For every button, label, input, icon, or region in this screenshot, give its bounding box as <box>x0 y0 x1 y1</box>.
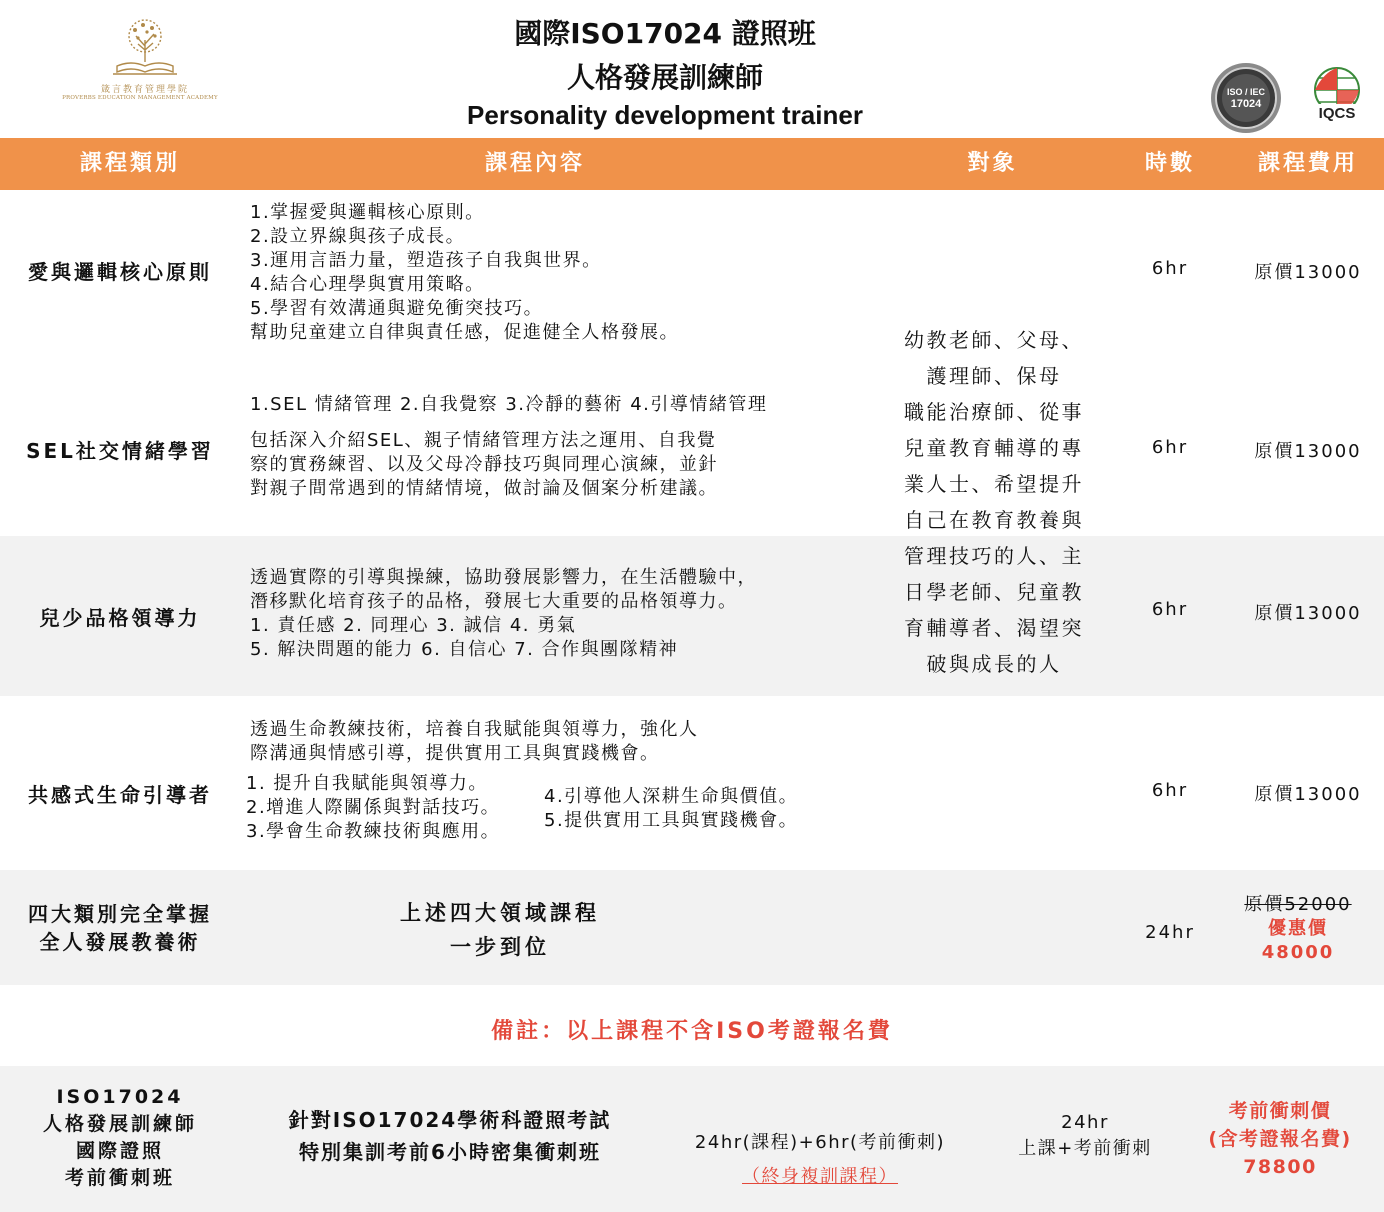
content-line: 對親子間常遇到的情緒情境，做討論及個案分析建議。 <box>250 478 718 499</box>
audience-line: 護理師、保母 <box>926 364 1062 388</box>
content-line: 潛移默化培育孩子的品格，發展七大重要的品格領導力。 <box>250 591 738 612</box>
badge-iso-label: ISO / IEC <box>1226 87 1266 97</box>
content-line: 3.運用言語力量，塑造孩子自我與世界。 <box>250 250 602 271</box>
row3-content <box>250 566 757 662</box>
note-text: 備註：以上課程不含ISO考證報名費 <box>491 1019 893 1044</box>
exam-content-line: 特別集訓考前6小時密集衝刺班 <box>299 1140 601 1164</box>
discount-label: 優惠價 <box>1268 918 1328 939</box>
exam-category-line: 考前衝刺班 <box>64 1167 175 1189</box>
exam-hours <box>990 1110 1180 1162</box>
logo-english-text: PROVERBS EDUCATION MANAGEMENT ACADEMY <box>62 95 218 101</box>
row1-content <box>250 201 679 345</box>
column-content: 課程內容 <box>484 151 585 176</box>
row2-fee: 原價13000 <box>1254 441 1362 462</box>
row4-fee: 原價13000 <box>1254 784 1362 805</box>
content-line: 幫助兒童建立自律與責任感，促進健全人格發展。 <box>250 322 679 343</box>
exam-content-line: 針對ISO17024學術科證照考試 <box>288 1108 612 1132</box>
logo-chinese-text: 箴言教育管理學院 <box>100 85 189 95</box>
row3-hours: 6hr <box>1151 599 1189 620</box>
audience-line: 業人士、希望提升 <box>904 472 1084 496</box>
audience-line: 破與成長的人 <box>926 652 1062 676</box>
exam-category-line: 國際證照 <box>75 1140 164 1162</box>
bundle-category-line: 全人發展教養術 <box>39 930 201 954</box>
row3-fee: 原價13000 <box>1254 603 1362 624</box>
exam-fee-note: (含考證報名費) <box>1208 1128 1352 1150</box>
content-line: 4.結合心理學與實用策略。 <box>250 274 485 295</box>
row1-fee: 原價13000 <box>1254 262 1362 283</box>
content-line: 察的實務練習、以及父母冷靜技巧與同理心演練，並針 <box>250 454 718 475</box>
audience-line: 自己在教育教養與 <box>904 508 1084 532</box>
exam-hours-line: 24hr <box>1061 1112 1109 1133</box>
bundle-content <box>350 896 650 964</box>
tree-book-icon <box>105 14 185 80</box>
exam-hours-line: 上課+考前衝刺 <box>1018 1138 1152 1159</box>
bundle-content-line: 一步到位 <box>450 935 550 959</box>
page-subtitle: 人格發展訓練師 <box>566 61 763 94</box>
audience-cell <box>888 322 1100 682</box>
badge-iso-number: 17024 <box>1230 98 1262 110</box>
exam-fee-label: 考前衝刺價 <box>1228 1100 1332 1122</box>
column-audience: 對象 <box>967 151 1018 176</box>
audience-line: 職能治療師、從事 <box>904 400 1084 424</box>
lifetime-retraining-note: （終身複訓課程） <box>742 1166 898 1187</box>
row4-list-right <box>544 785 798 833</box>
row4-content <box>250 718 699 766</box>
exam-fee-price: 78800 <box>1243 1156 1317 1178</box>
exam-content <box>250 1104 650 1168</box>
list-item: 2.增進人際關係與對話技巧。 <box>246 797 501 818</box>
list-item: 1. 提升自我賦能與領導力。 <box>246 773 488 794</box>
exam-category-line: 人格發展訓練師 <box>42 1113 197 1135</box>
row1-hours: 6hr <box>1151 258 1189 279</box>
page-subtitle-english: Personality development trainer <box>467 100 863 130</box>
page-title: 國際ISO17024 證照班 <box>514 17 816 50</box>
content-line: 2.設立界線與孩子成長。 <box>250 226 466 247</box>
audience-line: 育輔導者、渴望突 <box>904 616 1084 640</box>
column-category: 課程類別 <box>79 151 180 176</box>
row2-hours: 6hr <box>1151 437 1189 458</box>
column-hours: 時數 <box>1144 151 1195 176</box>
content-line: 透過實際的引導與操練，協助發展影響力，在生活體驗中， <box>250 567 757 588</box>
bundle-fee <box>1226 893 1370 965</box>
content-line: 包括深入介紹SEL、親子情緒管理方法之運用、自我覺 <box>250 430 717 451</box>
content-line: 1. 責任感 2. 同理心 3. 誠信 4. 勇氣 <box>250 615 577 636</box>
content-line: 5.學習有效溝通與避免衝突技巧。 <box>250 298 544 319</box>
exam-schedule-line: 24hr(課程)+6hr(考前衝刺) <box>694 1132 946 1153</box>
row2-content-top: 1.SEL 情緒管理 2.自我覺察 3.冷靜的藝術 4.引導情緒管理 <box>250 394 768 415</box>
audience-line: 幼教老師、父母、 <box>904 328 1084 352</box>
iso-17024-badge-icon <box>1210 62 1282 134</box>
list-item: 4.引導他人深耕生命與價值。 <box>544 786 799 807</box>
column-fee: 課程費用 <box>1257 151 1358 176</box>
list-item: 3.學會生命教練技術與應用。 <box>246 821 501 842</box>
content-line: 5. 解決問題的能力 6. 自信心 7. 合作與團隊精神 <box>250 639 679 660</box>
original-price: 原價52000 <box>1244 894 1352 915</box>
row4-hours: 6hr <box>1151 780 1189 801</box>
iqcs-label: IQCS <box>1318 105 1356 122</box>
bundle-category <box>0 900 240 956</box>
content-line: 際溝通與情感引導，提供實用工具與實踐機會。 <box>250 743 660 764</box>
exam-fee <box>1182 1097 1378 1181</box>
row3-category: 兒少品格領導力 <box>39 606 201 630</box>
table-header <box>0 138 1384 190</box>
row4-category: 共感式生命引導者 <box>28 783 212 807</box>
row2-content <box>250 429 718 501</box>
row1-category: 愛與邏輯核心原則 <box>28 260 212 284</box>
exam-category-line: ISO17024 <box>56 1086 184 1108</box>
row2-category: SEL社交情緒學習 <box>26 439 214 463</box>
content-line: 1.掌握愛與邏輯核心原則。 <box>250 202 485 223</box>
exam-schedule <box>660 1126 980 1194</box>
list-item: 5.提供實用工具與實踐機會。 <box>544 810 799 831</box>
audience-line: 兒童教育輔導的專 <box>904 436 1084 460</box>
bundle-content-line: 上述四大領域課程 <box>400 901 600 925</box>
bundle-category-line: 四大類別完全掌握 <box>28 902 212 926</box>
iqcs-globe-icon <box>1304 64 1370 130</box>
audience-line: 日學老師、兒童教 <box>904 580 1084 604</box>
audience-line: 管理技巧的人、主 <box>904 544 1084 568</box>
discount-price: 48000 <box>1261 942 1335 963</box>
academy-logo <box>62 14 220 114</box>
exam-category <box>0 1084 240 1192</box>
bundle-hours: 24hr <box>1145 922 1195 943</box>
row4-list-left <box>246 772 500 844</box>
content-line: 透過生命教練技術，培養自我賦能與領導力，強化人 <box>250 719 699 740</box>
